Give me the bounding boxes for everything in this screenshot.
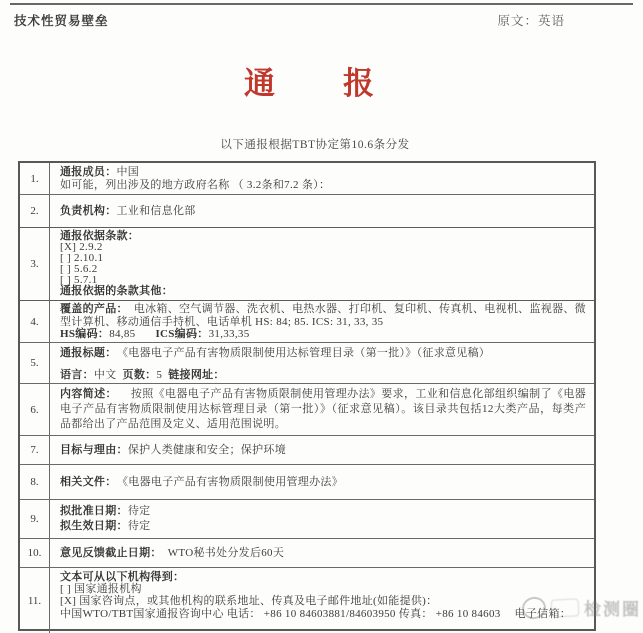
- field-label: 相关文件：: [60, 475, 117, 488]
- text-line: [60, 179, 586, 192]
- row-content: [50, 539, 594, 567]
- text-line: [60, 547, 586, 560]
- watermark-text: 检测圈: [584, 600, 641, 619]
- field-value: 电冰箱、空气调节器、洗衣机、电热水器、打印机、复印机、传真机、电视机、监视器、微型计算机、移动通信手持机、电话单机 HS: 84; 85. ICS: 31, 33, 35: [60, 303, 586, 328]
- document-category: 技术性贸易壁垒: [14, 14, 109, 28]
- field-label: 意见反馈截止日期：: [60, 546, 162, 559]
- contact-line: [60, 608, 586, 620]
- field-value: 中国WTO/TBT国家通报咨询中心 电话： +86 10 84603881/84603950 传真： +86 10 84603: [60, 607, 501, 620]
- field-label: 拟批准日期：: [60, 505, 128, 517]
- row-number: 3.: [20, 228, 50, 300]
- checkbox-unchecked: [ ] 国家通报机构: [60, 583, 142, 596]
- row-number: 6.: [20, 384, 50, 435]
- distribution-note: 以下通报根据TBT协定第10.6条分发: [220, 139, 410, 151]
- field-value: 待定: [127, 505, 151, 517]
- field-label: 内容简述：: [60, 387, 117, 400]
- table-row-6: [20, 384, 594, 436]
- checkbox-unchecked: [ ] 2.10.1: [60, 252, 104, 264]
- field-value: 工业和信息化部: [116, 204, 196, 217]
- text-line: [60, 347, 586, 358]
- row-content: [50, 228, 594, 300]
- text-line: [60, 205, 586, 218]
- field-value: 保护人类健康和安全；保护环境: [127, 443, 287, 456]
- row-number: 11.: [20, 568, 50, 633]
- row-content: [50, 568, 594, 633]
- checkbox-line-national-notification-body: [60, 583, 586, 595]
- field-value: 5: [156, 369, 163, 381]
- field-label: 通报成员：: [60, 165, 117, 178]
- field-value: 31,33,35: [208, 327, 250, 340]
- field-label: 文本可从以下机构得到：: [60, 571, 185, 583]
- row-number: 4.: [20, 301, 50, 342]
- checkbox-line-5-6-2: [60, 264, 586, 275]
- field-label: 通报依据条款：: [60, 230, 140, 242]
- text-line: [60, 387, 586, 433]
- table-row-1: [20, 163, 594, 195]
- row-number: 2.: [20, 195, 50, 227]
- text-line: [60, 303, 586, 328]
- field-label: 链接网址：: [168, 369, 225, 381]
- checkbox-line-enquiry-point: [60, 595, 586, 607]
- field-value: 84,85: [109, 327, 136, 340]
- checkbox-checked: [X] 2.9.2: [60, 241, 103, 253]
- table-row-4: [20, 301, 594, 343]
- text-line: [60, 571, 586, 583]
- table-row-9: [20, 500, 594, 539]
- text-line: [60, 231, 586, 242]
- table-row-2: [20, 195, 594, 228]
- row-number: 8.: [20, 465, 50, 499]
- field-label: 目标与理由：: [60, 443, 128, 456]
- table-row-7: [20, 436, 594, 465]
- table-row-10: [20, 539, 594, 568]
- field-value: 《电器电子产品有害物质限制使用管理办法》: [122, 475, 343, 488]
- field-label: 负责机构：: [60, 204, 117, 217]
- field-label: 语言：: [60, 369, 94, 381]
- row-content: [50, 163, 594, 194]
- field-label: 覆盖的产品：: [60, 303, 128, 315]
- checkbox-unchecked: [ ] 5.6.2: [60, 263, 98, 275]
- row-number: 10.: [20, 539, 50, 567]
- row-content: [50, 343, 594, 383]
- original-language: 原文：英语: [497, 14, 565, 28]
- row-content: [50, 436, 594, 464]
- text-line: [60, 369, 586, 380]
- text-line: [60, 476, 586, 489]
- checkbox-unchecked: [ ] 5.7.1: [60, 274, 98, 286]
- text-line: [60, 166, 586, 179]
- table-row-5: [20, 343, 594, 384]
- row-number: 9.: [20, 500, 50, 538]
- field-label: 拟生效日期：: [60, 520, 128, 532]
- text-line: [60, 519, 586, 534]
- document-header: [14, 11, 565, 29]
- row-content: [50, 500, 594, 538]
- page-title: 通 报: [244, 66, 376, 101]
- field-value: 按照《电器电子产品有害物质限制使用管理办法》要求，工业和信息化部组织编制了《电器电子产品有害物质限制使用达标管理目录（第一批）》（征求意见稿）。该目录共包括12大类产品，每类产品都给出了产品范围及定义、适用范围说明。: [60, 387, 587, 431]
- row-content: [50, 465, 594, 499]
- text-line: [60, 444, 586, 457]
- field-label: 通报标题：: [60, 347, 117, 359]
- row-content: [50, 301, 594, 342]
- field-value: 《电器电子产品有害物质限制使用达标管理目录（第一批）》（征求意见稿）: [122, 347, 491, 359]
- field-label: 页数：: [122, 369, 157, 381]
- row-content: [50, 195, 594, 227]
- field-value: 中文: [93, 369, 117, 381]
- checkbox-checked: [X] 国家咨询点，或其他机构的联系地址、传真及电子邮件地址(如能提供)：: [60, 595, 438, 608]
- row-number: 1.: [20, 163, 50, 194]
- blank-line: [60, 358, 586, 369]
- notification-table: [18, 161, 596, 631]
- field-value: 待定: [127, 520, 151, 532]
- field-label: ICS编码：: [155, 327, 209, 340]
- checkbox-line-2-9-2: [60, 242, 586, 253]
- field-value: 如可能，列出涉及的地方政府名称 （ 3.2条和7.2 条）：: [60, 178, 331, 191]
- row-number: 5.: [20, 343, 50, 383]
- field-value: WTO秘书处分发后60天: [167, 546, 285, 559]
- text-line: [60, 328, 586, 340]
- field-label: 通报依据的条款其他：: [60, 285, 173, 297]
- text-line: [60, 286, 586, 297]
- top-rule: [10, 3, 633, 5]
- field-label: 电子信箱：: [514, 607, 572, 620]
- row-content: [50, 384, 594, 435]
- field-label: HS编码：: [60, 327, 110, 340]
- table-row-3: [20, 228, 594, 301]
- checkbox-line-2-10-1: [60, 253, 586, 264]
- field-value: 中国: [116, 165, 140, 178]
- table-row-11: [20, 568, 594, 633]
- table-row-8: [20, 465, 594, 500]
- text-line: [60, 504, 586, 519]
- row-number: 7.: [20, 436, 50, 464]
